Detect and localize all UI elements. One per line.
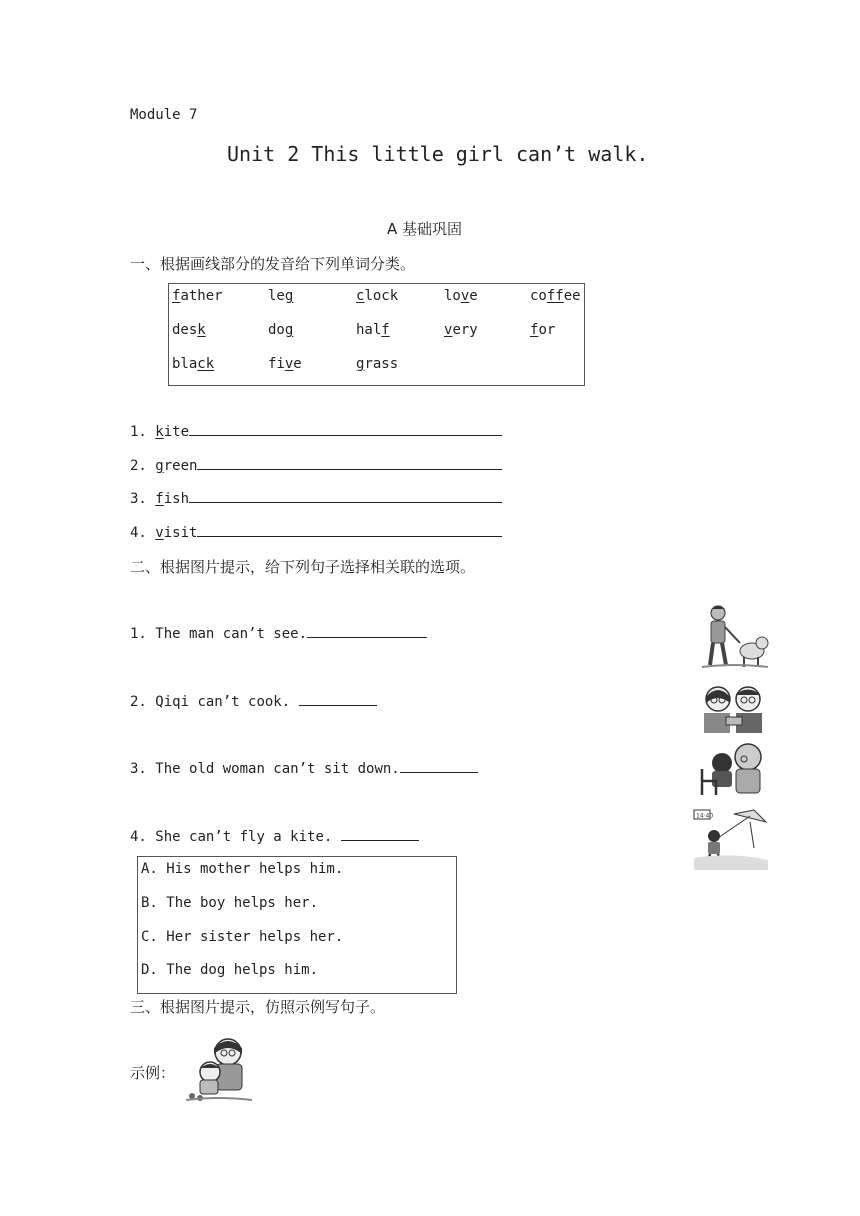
word-underlined-letters: ff — [546, 288, 564, 304]
sentence-item — [130, 828, 419, 845]
sentence-number: 2. — [130, 694, 147, 710]
item-underlined-letter: g — [155, 458, 164, 474]
word-underlined-letters: v — [444, 322, 453, 338]
section-title: A 基础巩固 — [387, 220, 463, 238]
word-underlined-letters: g — [284, 288, 294, 304]
word-suffix: e — [293, 356, 302, 372]
item-suffix: reen — [163, 458, 198, 474]
sentence-text: The old woman can’t sit down. — [155, 761, 400, 777]
page-title: Unit 2 This little girl can’t walk. — [227, 142, 649, 166]
word-underlined-letters: c — [356, 288, 365, 304]
module-label: Module 7 — [130, 107, 198, 123]
word-item — [356, 356, 398, 372]
option-item: C. Her sister helps her. — [141, 929, 344, 945]
item-underlined-letter: k — [155, 424, 164, 440]
sentence-number: 4. — [130, 829, 147, 845]
sentence-item — [130, 625, 427, 642]
part1-instruction: 一、根据画线部分的发音给下列单词分类。 — [130, 255, 416, 273]
word-item — [356, 322, 390, 338]
example-label: 示例： — [130, 1064, 176, 1082]
word-item — [172, 288, 223, 304]
man-with-dog-picture — [700, 603, 770, 671]
word-underlined-letters: v — [460, 288, 470, 304]
word-prefix: fi — [268, 356, 285, 372]
word-underlined-letters: v — [284, 356, 294, 372]
item-number: 2. — [130, 458, 147, 474]
word-item — [444, 322, 478, 338]
word-item — [172, 356, 214, 372]
option-item: D. The dog helps him. — [141, 962, 319, 978]
word-prefix: bla — [172, 356, 198, 372]
part2-instruction: 二、根据图片提示，给下列句子选择相关联的选项。 — [130, 558, 476, 576]
answer-blank[interactable] — [307, 625, 427, 638]
old-woman-chair-picture — [698, 741, 768, 797]
sentence-text: She can’t fly a kite. — [155, 829, 341, 845]
item-number: 1. — [130, 424, 147, 440]
option-item: A. His mother helps him. — [141, 861, 344, 877]
answer-item — [130, 423, 502, 440]
answer-blank[interactable] — [341, 828, 419, 841]
answer-item — [130, 524, 502, 541]
word-suffix: e — [469, 288, 478, 304]
word-underlined-letters: f — [530, 322, 539, 338]
word-suffix: ee — [563, 288, 581, 304]
sentence-number: 1. — [130, 626, 147, 642]
word-item — [268, 288, 293, 304]
sentence-item — [130, 693, 377, 710]
children-cooking-picture — [700, 683, 768, 737]
word-underlined-letters: g — [284, 322, 294, 338]
example-picture — [184, 1036, 254, 1104]
girl-kite-picture — [692, 808, 768, 870]
word-prefix: le — [268, 288, 285, 304]
word-item — [444, 288, 478, 304]
answer-blank[interactable] — [197, 524, 502, 537]
item-suffix: isit — [163, 525, 198, 541]
word-suffix: rass — [364, 356, 399, 372]
item-number: 4. — [130, 525, 147, 541]
item-number: 3. — [130, 491, 147, 507]
word-suffix: ather — [180, 288, 223, 304]
word-item — [530, 288, 581, 304]
answer-blank[interactable] — [400, 760, 478, 773]
options-box — [137, 856, 457, 994]
word-suffix: or — [538, 322, 556, 338]
word-underlined-letters: g — [356, 356, 365, 372]
item-underlined-letter: v — [155, 525, 164, 541]
word-underlined-letters: f — [381, 322, 390, 338]
answer-item — [130, 457, 502, 474]
item-underlined-letter: f — [155, 491, 164, 507]
word-item — [530, 322, 555, 338]
item-suffix: ite — [163, 424, 190, 440]
word-prefix: co — [530, 288, 547, 304]
word-underlined-letters: f — [172, 288, 181, 304]
item-suffix: ish — [163, 491, 190, 507]
sentence-text: Qiqi can’t cook. — [155, 694, 299, 710]
word-prefix: lo — [444, 288, 461, 304]
word-box — [168, 283, 585, 386]
word-suffix: ery — [452, 322, 478, 338]
sentence-number: 3. — [130, 761, 147, 777]
answer-blank[interactable] — [189, 423, 502, 436]
word-item — [172, 322, 206, 338]
svg-text:14·40: 14·40 — [696, 812, 714, 820]
part3-instruction: 三、根据图片提示，仿照示例写句子。 — [130, 998, 386, 1016]
word-item — [356, 288, 398, 304]
answer-blank[interactable] — [189, 490, 502, 503]
option-item: B. The boy helps her. — [141, 895, 319, 911]
answer-item — [130, 490, 502, 507]
answer-blank[interactable] — [197, 457, 502, 470]
word-item — [268, 356, 302, 372]
answer-blank[interactable] — [299, 693, 377, 706]
sentence-text: The man can’t see. — [155, 626, 308, 642]
word-underlined-letters: k — [197, 322, 206, 338]
word-underlined-letters: ck — [197, 356, 215, 372]
sentence-item — [130, 760, 478, 777]
word-suffix: lock — [364, 288, 399, 304]
word-prefix: do — [268, 322, 285, 338]
word-prefix: hal — [356, 322, 382, 338]
word-prefix: des — [172, 322, 198, 338]
word-item — [268, 322, 293, 338]
